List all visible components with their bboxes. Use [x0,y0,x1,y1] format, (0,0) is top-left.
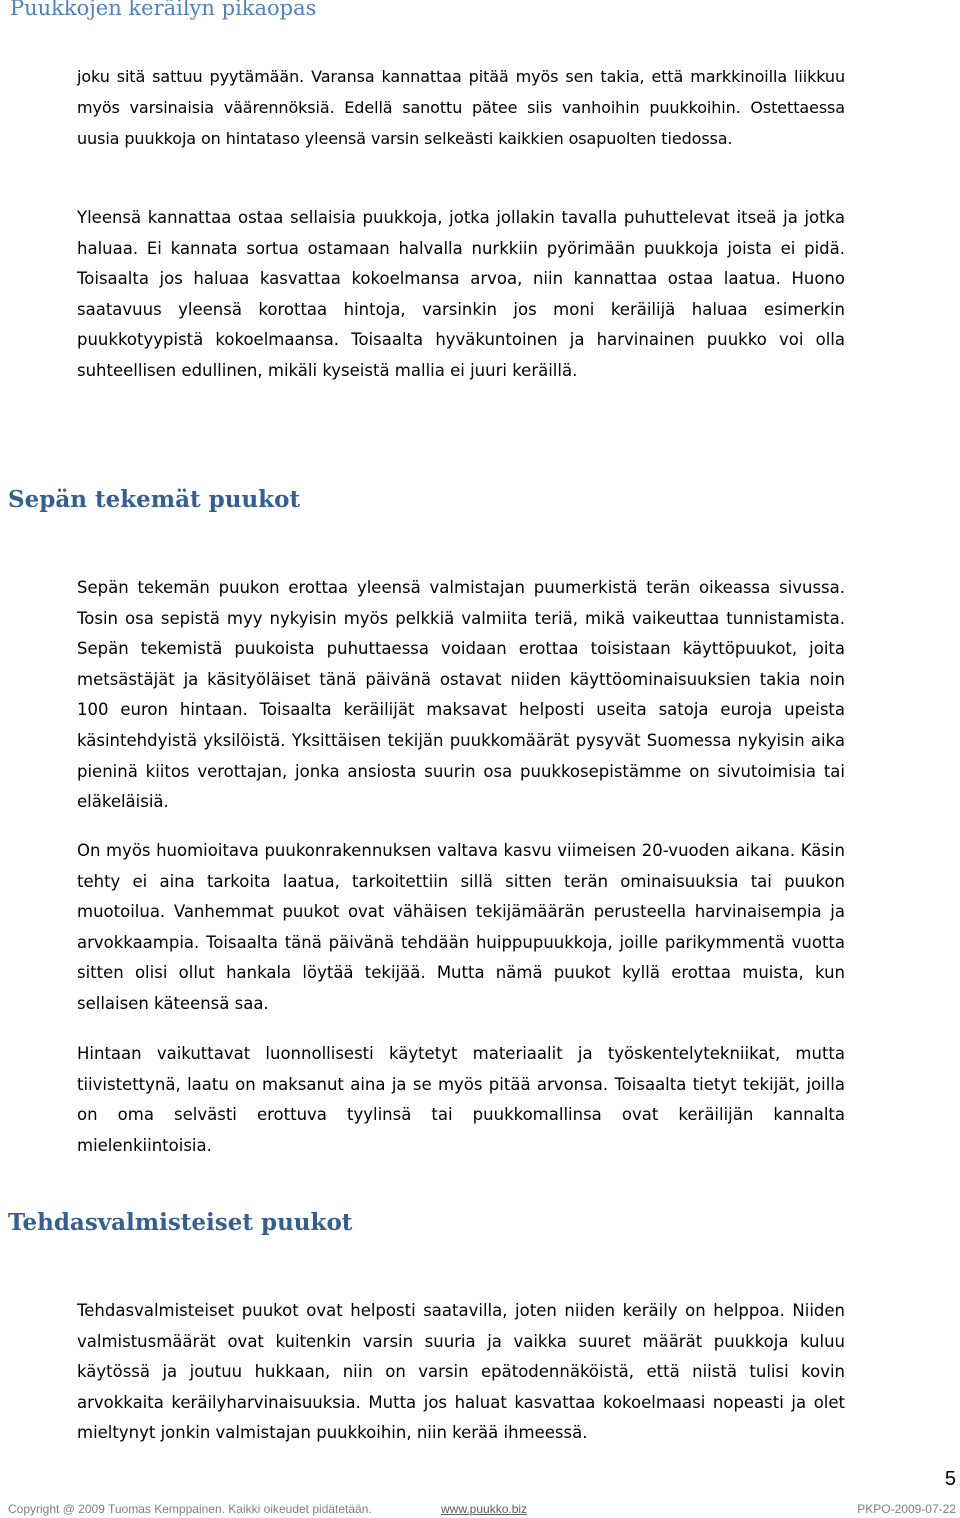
footer-website-link[interactable]: www.puukko.biz [441,1502,528,1516]
smith-paragraph-1: Sepän tekemän puukon erottaa yleensä valmistajan puumerkistä terän oikeassa sivussa. Tosin osa sepistä myy nykyisin myös pelkkiä valmiita teriä, mikä vaikeuttaa tunnistamista. Sepän tekemistä puukoista puhuttaessa voidaan erottaa toisistaan käyttöpuukot, joita metsästäjät ja käsityöläiset tänä päivänä ostavat niiden käyttöominaisuuksien takia noin 100 euron hintaan. Toisaalta keräilijät maksavat helposti useita satoja euroja upeista käsintehdyistä yksilöistä. Yksittäisen tekijän puukkomäärät pysyvät Suomessa nykyisin aika pieninä kiitos verottajan, jonka ansiosta suurin osa puukkosepistämme on sivutoimisia tai eläkeläisiä. [77,578,845,812]
smith-paragraph-2: On myös huomioitava puukonrakennuksen valtava kasvu viimeisen 20-vuoden aikana. Käsin tehty ei aina tarkoita laatua, tarkoitettiin sillä sitten terän ominaisuuksia tai puukon muotoilua. Vanhemmat puukot ovat vähäisen tekijämäärän perusteella harvinaisempia ja arvokkaampia. Toisaalta tänä päivänä tehdään huippupuukkoja, joille parikymmentä vuotta sitten olisi ollut hankala löytää tekijää. Mutta nämä puukot kyllä erottaa muista, kun sellaisen käteensä saa. [77,841,845,1013]
smith-paragraph-3: Hintaan vaikuttavat luonnollisesti käytetyt materiaalit ja työskentelytekniikat, mutta tiivistettynä, laatu on maksanut aina ja se myös pitää arvonsa. Toisaalta tietyt tekijät, joilla on oma selvästi erottuva tyylinsä tai puukkomallinsa ovat keräilijän kannalta mielenkiintoisia. [77,1044,845,1155]
footer-document-code: PKPO-2009-07-22 [857,1502,956,1516]
intro-paragraph-2: Yleensä kannattaa ostaa sellaisia puukkoja, jotka jollakin tavalla puhuttelevat itseä ja jotka haluaa. Ei kannata sortua ostamaan halvalla nurkkiin pyörimään puukkoja joista ei pidä. Toisaalta jos haluaa kasvattaa kokoelmansa arvoa, niin kannattaa ostaa laatua. Huono saatavuus yleensä korottaa hintoja, varsinkin jos moni keräilijä haluaa esimerkin puukkotyypistä kokoelmaansa. Toisaalta hyväkuntoinen ja harvinainen puukko voi olla suhteellisen edullinen, mikäli kyseistä mallia ei juuri keräillä. [77,208,845,380]
section-heading-smith-knives: Sepän tekemät puukot [8,486,301,513]
running-header-title: Puukkojen keräilyn pikaopas [10,0,317,20]
page-number: 5 [944,1468,956,1490]
intro-paragraph-1: joku sitä sattuu pyytämään. Varansa kannattaa pitää myös sen takia, että markkinoilla liikkuu myös varsinaisia väärennöksiä. Edellä sanottu pätee siis vanhoihin puukkoihin. Ostettaessa uusia puukkoja on hintataso yleensä varsin selkeästi kaikkien osapuolten tiedossa. [77,67,845,148]
factory-paragraph-1: Tehdasvalmisteiset puukot ovat helposti saatavilla, joten niiden keräily on helppoa. Niiden valmistusmäärät ovat kuitenkin varsin suuria ja vaikka suuret määrät puukkoja kuluu käytössä ja joutuu hukkaan, niin on varsin epätodennäköistä, että niistä tulisi kovin arvokkaita keräilyharvinaisuuksia. Mutta jos haluat kasvattaa kokoelmaasi nopeasti ja olet mieltynyt jonkin valmistajan puukkoihin, niin kerää ihmeessä. [77,1301,845,1443]
section-heading-factory-knives: Tehdasvalmisteiset puukot [8,1209,353,1236]
footer-copyright: Copyright @ 2009 Tuomas Kemppainen. Kaikki oikeudet pidätetään. [8,1502,372,1516]
